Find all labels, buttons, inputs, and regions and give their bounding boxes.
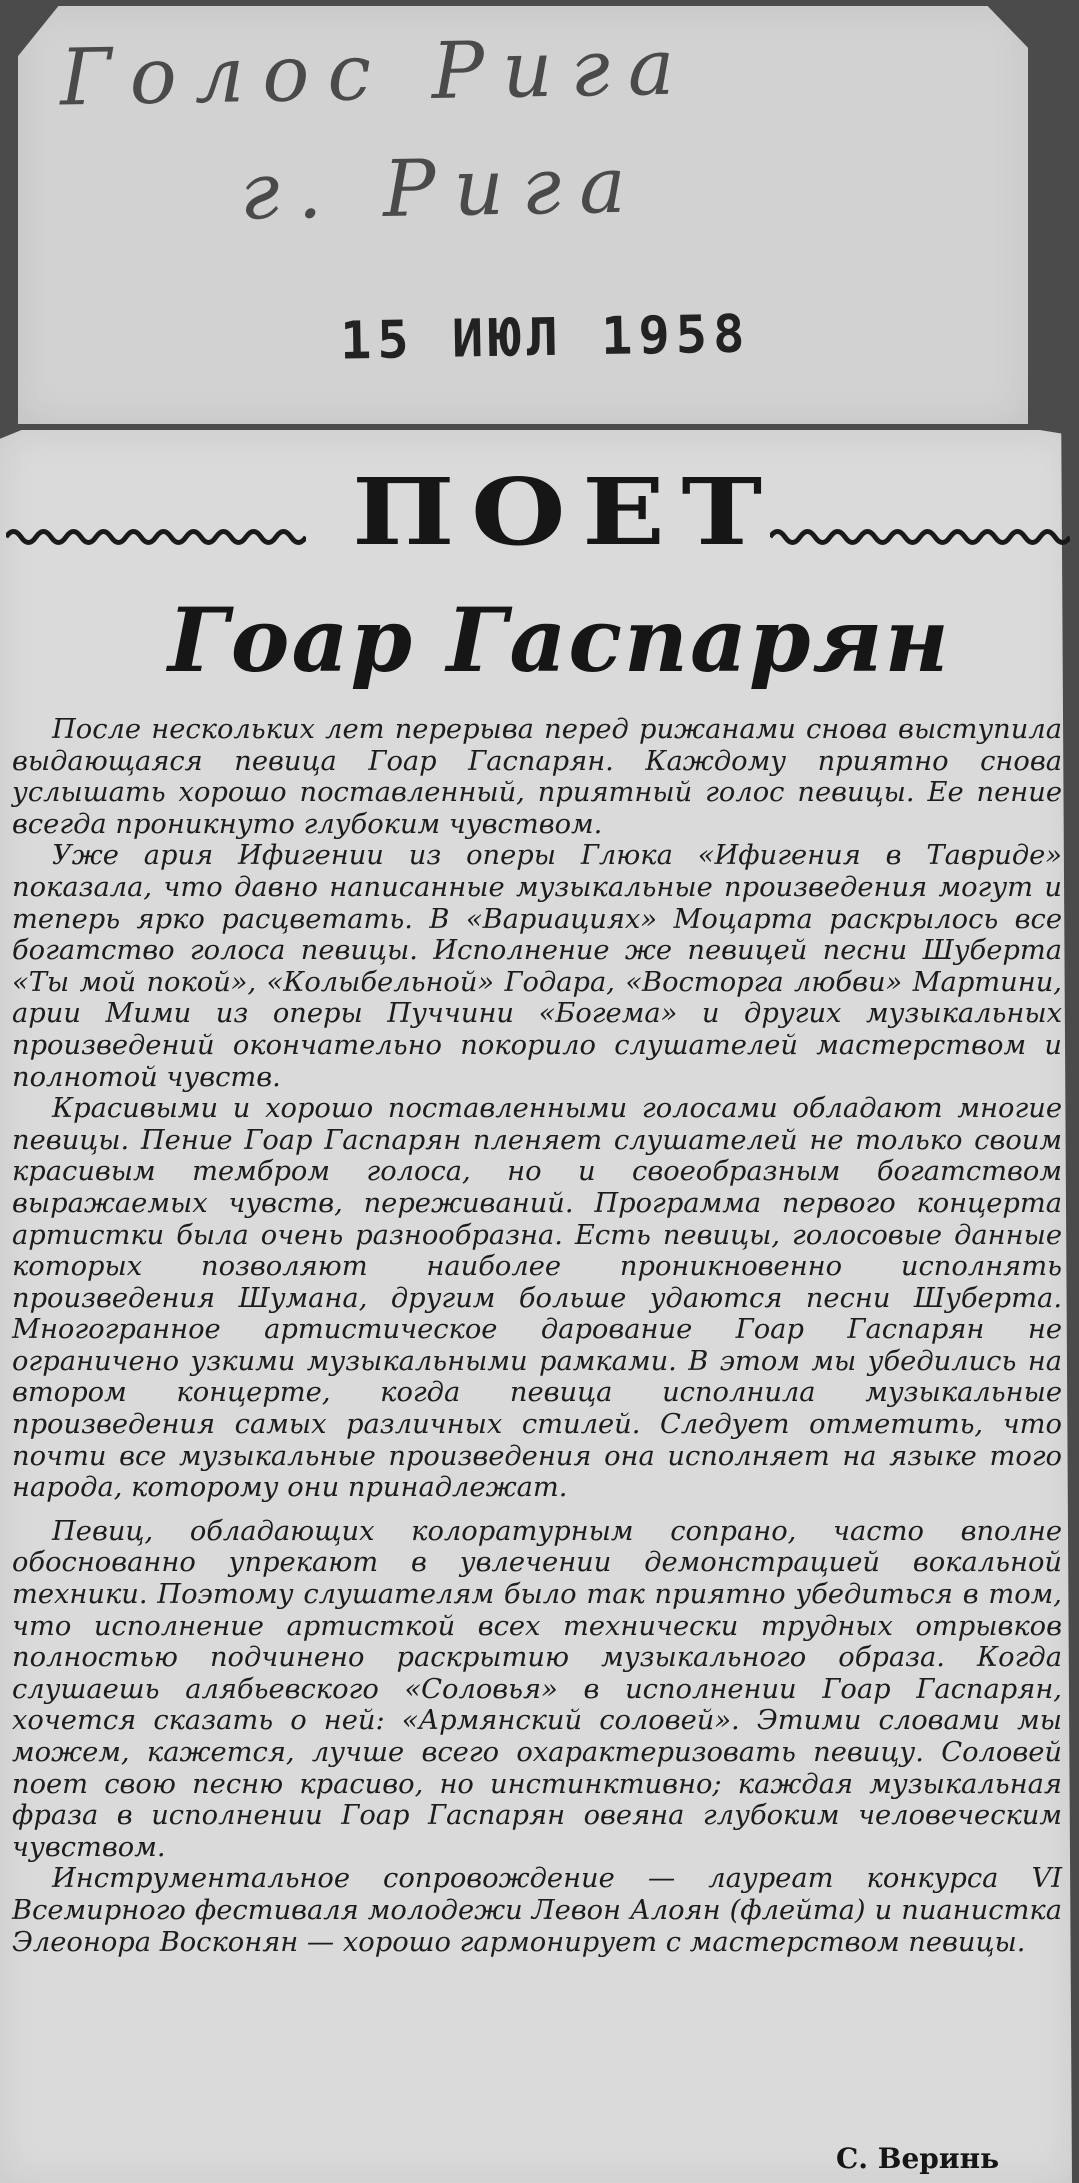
article-body <box>12 714 1062 1958</box>
article-paragraph: Инструментальное сопровождение — лауреат конкурса VI Всемирного фестиваля молодежи Левон Алоян (флейта) и пианистка Элеонора Восконян — хорошо гармонирует с мастерством певицы. <box>12 1863 1062 1958</box>
handwritten-source-name: Голос Рига <box>59 22 694 124</box>
wave-ornament-right-icon <box>770 526 1070 548</box>
article-kicker: ПОЕТ <box>352 458 779 566</box>
wave-ornament-left-icon <box>6 526 306 548</box>
article-headline: Гоар Гаспарян <box>168 588 951 692</box>
article-paragraph: Красивыми и хорошо поставленными голосами обладают многие певицы. Пение Гоар Гаспарян пленяет слушателей не только своим красивым тембром голоса, но и своеобразным богатством выражаемых чувств, переживаний. Программа первого концерта артистки была очень разнообразна. Есть певицы, голосовые данные которых позволяют наиболее проникновенно исполнять произведения Шумана, другим больше удаются песни Шуберта. Многогранное артистическое дарование Гоар Гаспарян не ограничено узкими музыкальными рамками. В этом мы убедились на втором концерте, когда певица исполнила музыкальные произведения самых различных стилей. Следует отметить, что почти все музыкальные произведения она исполняет на языке того народа, которому они принадлежат. <box>12 1093 1062 1504</box>
article-paragraph: После нескольких лет перерыва перед рижанами снова выступила выдающаяся певица Гоар Гаспарян. Каждому приятно снова услышать хорошо поставленный, приятный голос певицы. Ее пение всегда проникнуто глубоким чувством. <box>12 714 1062 840</box>
handwritten-city: г. Рига <box>239 140 645 238</box>
article-heading <box>0 458 1079 576</box>
date-stamp: 15 ИЮЛ 1958 <box>339 304 751 372</box>
article-paragraph: Уже ария Ифигении из оперы Глюка «Ифигения в Тавриде» показала, что давно написанные музыкальные произведения могут и теперь ярко расцветать. В «Вариациях» Моцарта раскрылось все богатство голоса певицы. Исполнение же певицей песни Шуберта «Ты мой покой», «Колыбельной» Годара, «Восторга любви» Мартини, арии Мими из оперы Пуччини «Богема» и других музыкальных произведений окончательно покорило слушателей мастерством и полнотой чувств. <box>12 840 1062 1093</box>
article-paragraph: Певиц, обладающих колоратурным сопрано, часто вполне обоснованно упрекают в увлечении демонстрацией вокальной техники. Поэтому слушателям было так приятно убедиться в том, что исполнение артисткой всех технически трудных отрывков полностью подчинено раскрытию музыкального образа. Когда слушаешь алябьевского «Соловья» в исполнении Гоар Гаспарян, хочется сказать о ней: «Армянский соловей». Этими словами мы можем, кажется, лучше всего охарактеризовать певицу. Соловей поет свою песню красиво, но инстинктивно; каждая музыкальная фраза в исполнении Гоар Гаспарян овеяна глубоким человеческим чувством. <box>12 1515 1062 1863</box>
article-byline: С. Веринь <box>836 2142 1000 2175</box>
